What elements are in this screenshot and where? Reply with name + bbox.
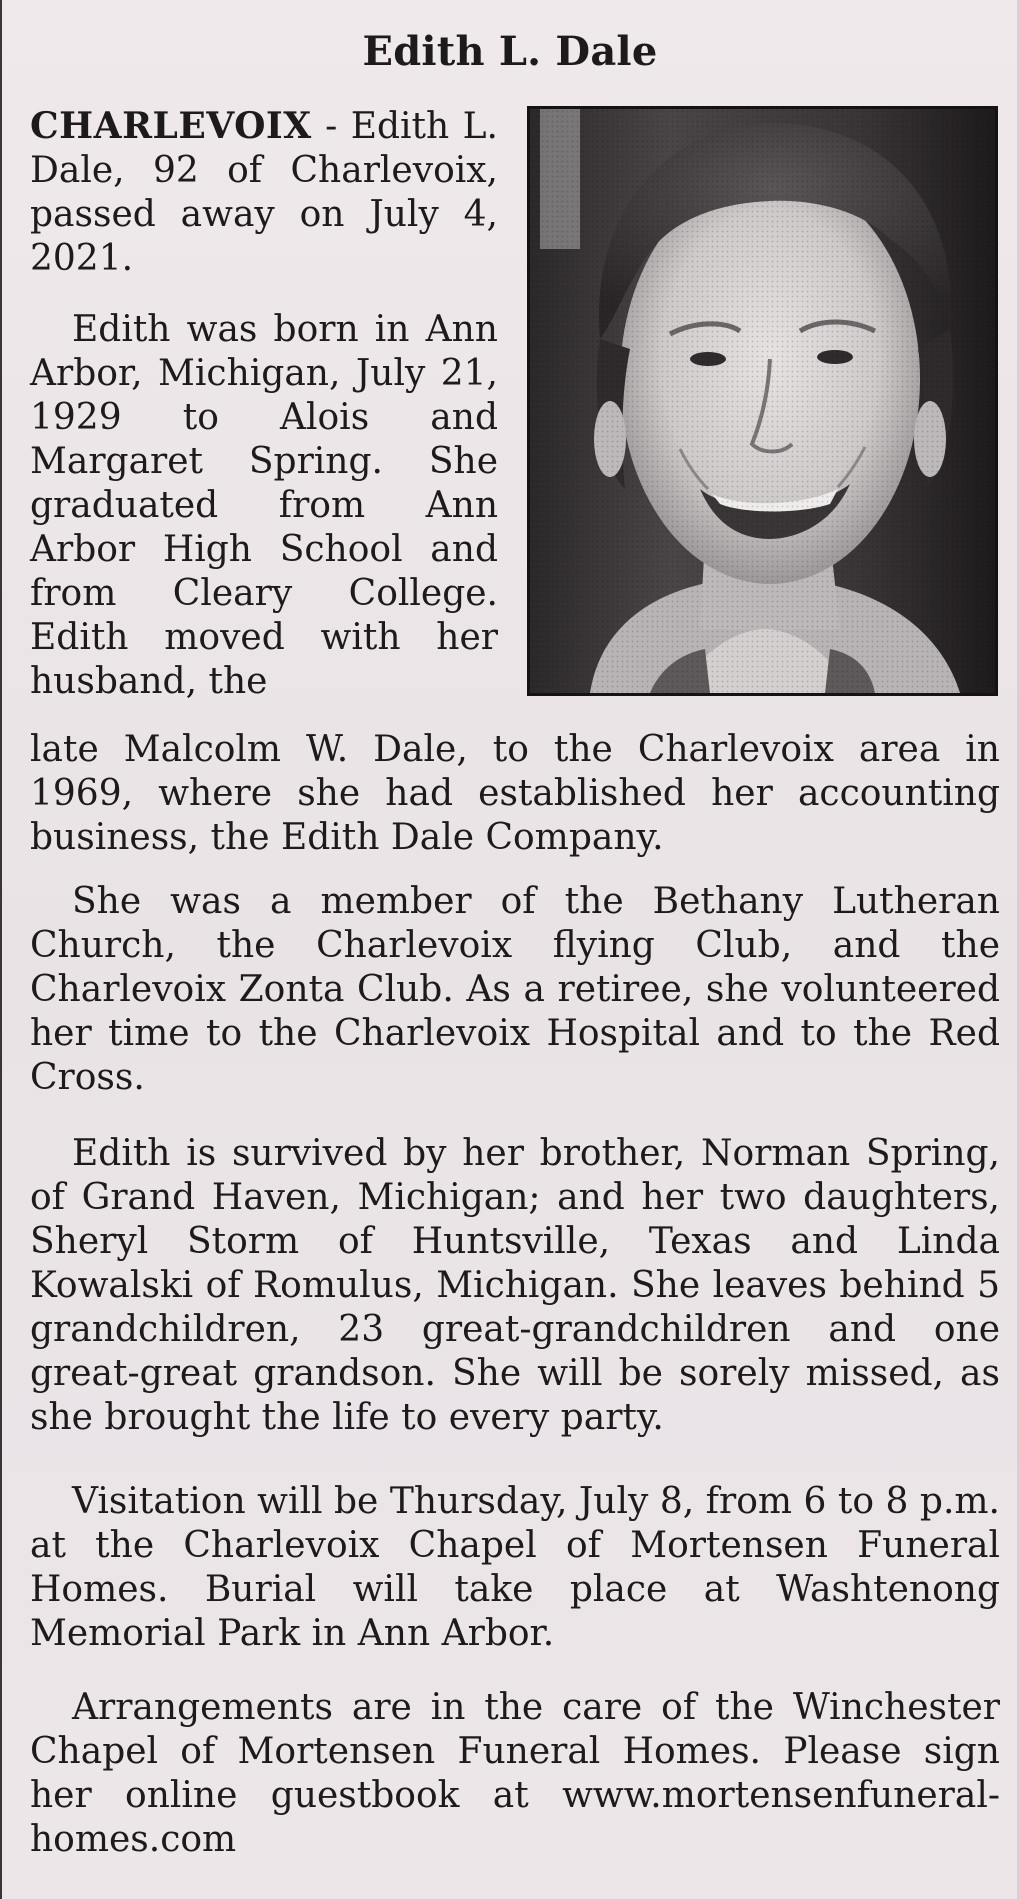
- column-rule: [0, 0, 2, 1899]
- memberships-paragraph: She was a member of the Bethany Lutheran Church, the Charlevoix flying Club, and the Charlevoix Zonta Club. As a retiree, she volunteered her time to the Charlevoix Hospital and to the Red Cross.: [30, 881, 1000, 1098]
- survivors-paragraph: Edith is survived by her brother, Norman Spring, of Grand Haven, Michigan; and her two daughters, Sheryl Storm of Huntsville, Texas and Linda Kowalski of Romulus, Michigan. She leaves behind 5 grandchildren, 23 great-grandchildren and one great-great grandson. She will be sorely missed, as she brought the life to every party.: [30, 1133, 1000, 1438]
- intro-text: Edith L. Dale, 92 of Charlevoix, passed away on July 4, 2021.: [30, 106, 498, 279]
- bio-paragraph-part1: Edith was born in Ann Arbor, Michigan, July 21, 1929 to Alois and Margaret Spring. She graduated from Ann Arbor High School and from Cleary College. Edith moved with her husband, the: [30, 309, 498, 702]
- visitation-paragraph: Visitation will be Thursday, July 8, from 6 to 8 p.m. at the Charlevoix Chapel of Mortensen Funeral Homes. Burial will take place at Washtenong Memorial Park in Ann Arbor.: [30, 1481, 1000, 1654]
- dateline: CHARLEVOIX: [30, 105, 312, 147]
- portrait-photo: [527, 106, 998, 696]
- dateline-separator: -: [311, 106, 351, 147]
- portrait-image: [530, 109, 995, 693]
- bio-paragraph-part2: late Malcolm W. Dale, to the Charlevoix area in 1969, where she had established her accounting business, the Edith Dale Company.: [30, 729, 1000, 858]
- obituary-title: Edith L. Dale: [362, 28, 658, 75]
- intro-paragraph: [30, 104, 498, 281]
- arrangements-paragraph: Arrangements are in the care of the Winchester Chapel of Mortensen Funeral Homes. Please sign her online guestbook at www.mortensenfuneral-homes.com: [30, 1687, 1000, 1860]
